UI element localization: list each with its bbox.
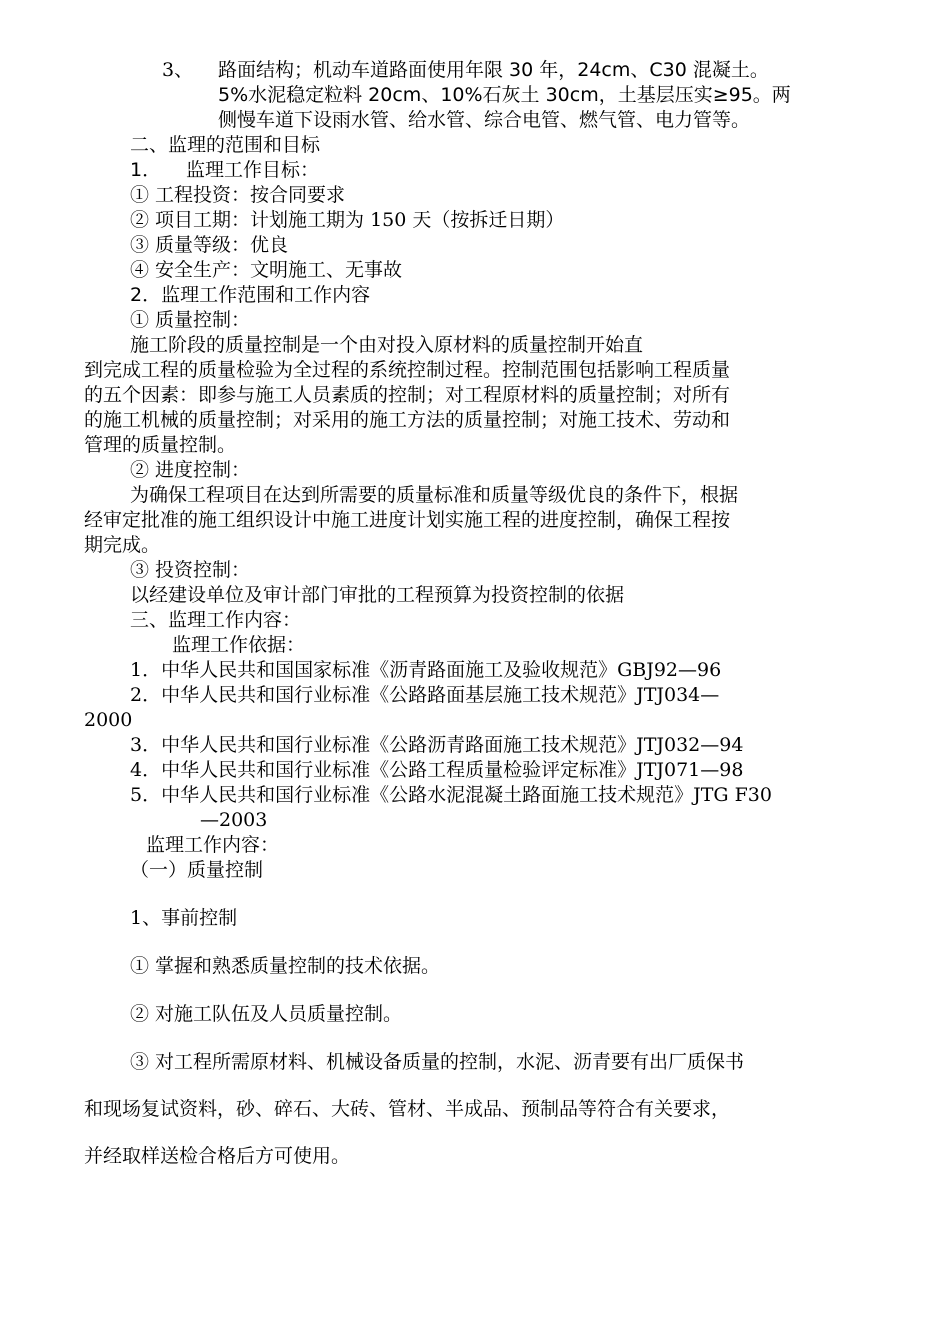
section2-2-heading: 2．监理工作范围和工作内容 [130,284,371,306]
quality-control-para-line: 到完成工程的质量检验为全过程的系统控制过程。控制范围包括影响工程质量 [84,359,731,381]
standard-item: 4．中华人民共和国行业标准《公路工程质量检验评定标准》JTJ071—98 [130,759,744,781]
schedule-control-para-line: 经审定批准的施工组织设计中施工进度计划实施工程的进度控制，确保工程按 [84,509,731,531]
pre-control-item-continuation: 并经取样送检合格后方可使用。 [84,1145,351,1167]
item3-line3: 侧慢车道下设雨水管、给水管、综合电管、燃气管、电力管等。 [218,109,751,131]
standard-item: 5．中华人民共和国行业标准《公路水泥混凝土路面施工技术规范》JTG F30 [130,784,772,806]
pre-control-heading: 1、事前控制 [130,907,238,929]
goal-quality: ③ 质量等级：优良 [130,234,289,256]
quality-control-para-line: 施工阶段的质量控制是一个由对投入原材料的质量控制开始直 [130,334,644,356]
item3-line2: 5%水泥稳定粒料 20cm、10%石灰土 30cm，土基层压实≥95。两 [218,84,791,106]
content-heading: 监理工作内容： [146,834,280,856]
pre-control-item: ② 对施工队伍及人员质量控制。 [130,1003,403,1025]
basis-heading: 监理工作依据： [172,634,306,656]
schedule-control-heading: ② 进度控制： [130,459,251,481]
section2-1-heading: 监理工作目标： [186,159,320,181]
goal-investment: ① 工程投资：按合同要求 [130,184,346,206]
standard-item: 2．中华人民共和国行业标准《公路路面基层施工技术规范》JTJ034— [130,684,720,706]
standard-item: 1．中华人民共和国国家标准《沥青路面施工及验收规范》GBJ92—96 [130,659,722,681]
section2-1-number: 1． [130,159,162,181]
item3-number: 3、 [162,59,194,81]
investment-control-heading: ③ 投资控制： [130,559,251,581]
pre-control-item: ① 掌握和熟悉质量控制的技术依据。 [130,955,441,977]
quality-control-para-line: 管理的质量控制。 [84,434,237,456]
section2-heading: 二、监理的范围和目标 [130,134,321,156]
schedule-control-para-line: 期完成。 [84,534,161,556]
goal-safety: ④ 安全生产：文明施工、无事故 [130,259,403,281]
standard-item-continuation: 2000 [84,709,133,731]
quality-control-para-line: 的施工机械的质量控制；对采用的施工方法的质量控制；对施工技术、劳动和 [84,409,731,431]
standard-item-continuation: —2003 [200,809,268,831]
quality-control-subheading: （一）质量控制 [130,859,264,881]
pre-control-item-continuation: 和现场复试资料，砂、碎石、大砖、管材、半成品、预制品等符合有关要求， [84,1098,731,1120]
schedule-control-para-line: 为确保工程项目在达到所需要的质量标准和质量等级优良的条件下，根据 [130,484,739,506]
standard-item: 3．中华人民共和国行业标准《公路沥青路面施工技术规范》JTJ032—94 [130,734,744,756]
goal-schedule: ② 项目工期：计划施工期为 150 天（按拆迁日期） [130,209,565,231]
investment-control-para: 以经建设单位及审计部门审批的工程预算为投资控制的依据 [130,584,625,606]
quality-control-heading: ① 质量控制： [130,309,251,331]
pre-control-item: ③ 对工程所需原材料、机械设备质量的控制，水泥、沥青要有出厂质保书 [130,1051,745,1073]
section3-heading: 三、监理工作内容： [130,609,302,631]
quality-control-para-line: 的五个因素：即参与施工人员素质的控制；对工程原材料的质量控制；对所有 [84,384,731,406]
item3-line1: 路面结构；机动车道路面使用年限 30 年，24cm、C30 混凝土。 [218,59,769,81]
